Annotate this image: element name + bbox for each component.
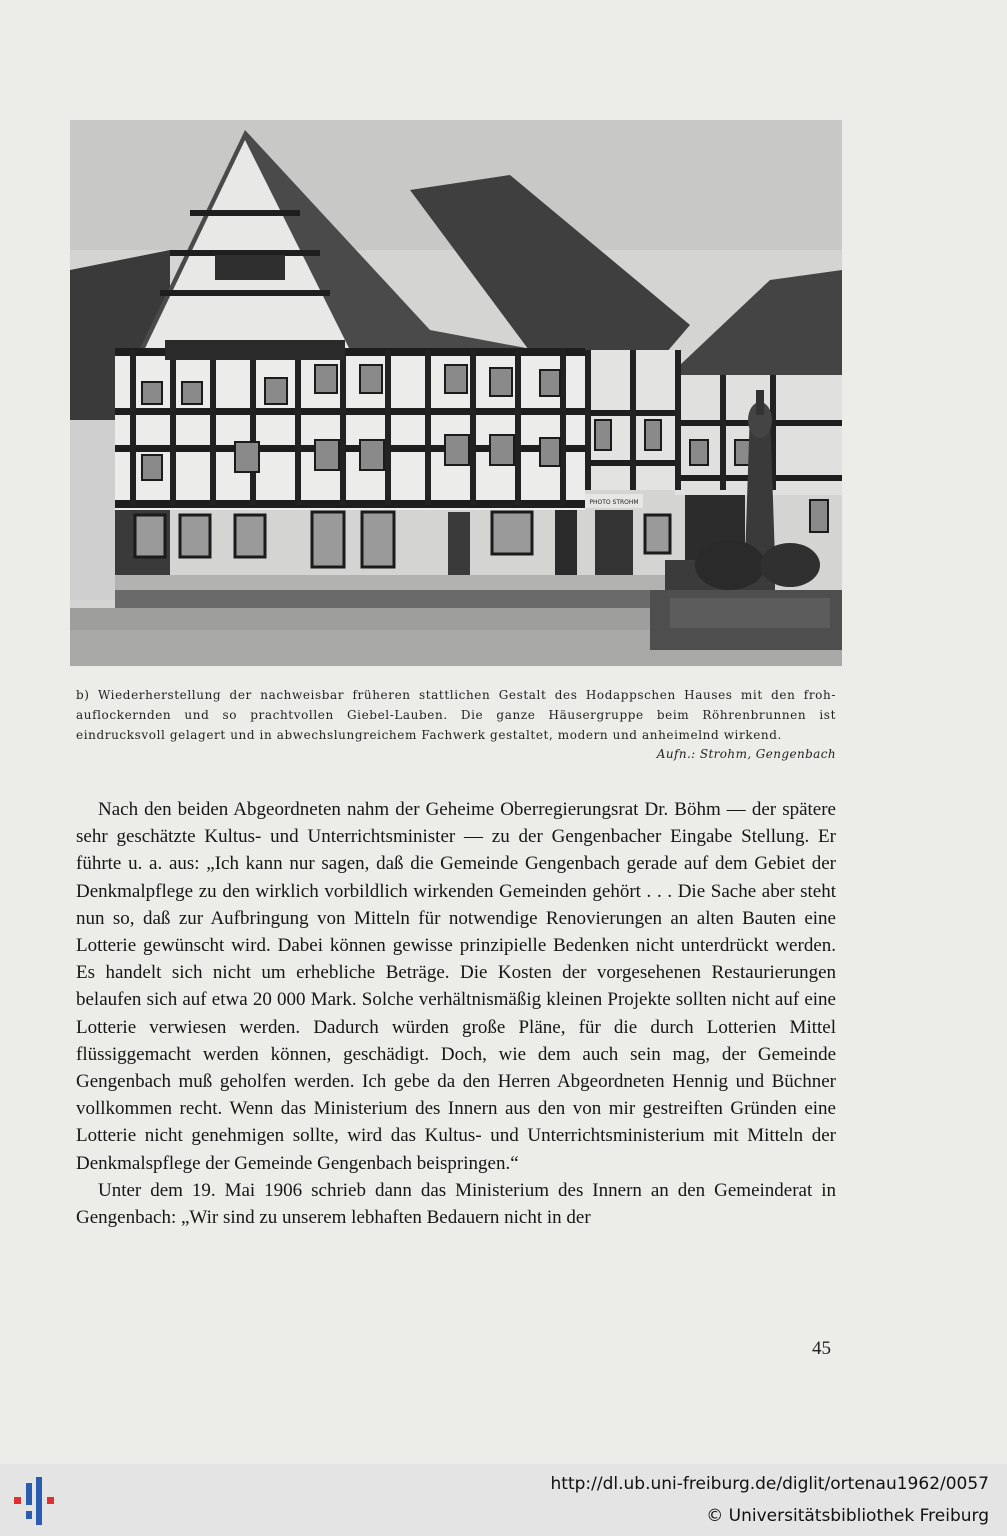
- library-footer: [0, 1464, 1007, 1536]
- half-timbered-houses-photo: [70, 120, 842, 666]
- permalink-url[interactable]: http://dl.ub.uni-freiburg.de/diglit/ortenau1962/0057: [550, 1474, 989, 1494]
- paragraph: Unter dem 19. Mai 1906 schrieb dann das Ministerium des Innern an den Gemeinderat in Gengenbach: „Wir sind zu unserem lebhaften Bedauern nicht in der: [76, 1179, 836, 1229]
- page-number: 45: [812, 1338, 831, 1359]
- photo-credit: Aufn.: Strohm, Gengenbach: [656, 747, 836, 761]
- copyright-notice: © Universitätsbibliothek Freiburg: [706, 1506, 989, 1526]
- shop-sign: PHOTO STROHM: [589, 499, 639, 506]
- body-text: [76, 796, 836, 1231]
- paragraph: Nach den beiden Abgeordneten nahm der Geheime Oberregierungsrat Dr. Böhm — der spätere sehr geschätzte Kultus- und Unterrichtsminister — zu der Gengenbacher Eingabe Stellung. Er führte u. a. aus: „Ich kann nur sagen, daß die Gemeinde Gengenbach gerade auf dem Gebiet der Denkmalpflege zu den wirklich vorbildlich wirkenden Gemeinden gehört . . . Die Sache aber steht nun so, daß zur Aufbringung von Mitteln für notwendige Renovierungen an alten Bauten eine Lotterie gewünscht wird. Dabei können gewisse prinzipielle Bedenken nicht unterdrückt werden. Es handelt sich nicht um erhebliche Beträge. Die Kosten der vorgesehenen Restaurierungen belaufen sich auf etwa 20 000 Mark. Solche verhältnismäßig kleinen Projekte sollten nicht auf eine Lotterie verwiesen werden. Dadurch würden große Pläne, für die durch Lotterien Mittel flüssiggemacht werden können, geschädigt. Doch, wie dem auch sein mag, der Gemeinde Gengenbach muß geholfen werden. Ich gebe da den Herren Abgeordneten Hennig und Büchner vollkommen recht. Wenn das Ministerium des Innern aus den von mir gestreiften Gründen eine Lotterie nicht genehmigen sollte, wird das Kultus- und Unterrichtsministerium mit Mitteln der Denkmalspflege der Gemeinde Gengenbach beispringen.“: [76, 799, 836, 1174]
- university-library-logo-icon: [12, 1475, 64, 1527]
- figure-caption: b) Wiederherstellung der nachweisbar früheren stattlichen Gestalt des Hodappschen Hauses mit den froh-auflockernden und so prachtvollen Giebel-Lauben. Die ganze Häusergruppe beim Röhrenbrunnen ist eindrucksvoll gelagert und in abwechslungreichem Fachwerk gestaltet, modern und anheimelnd wirkend.: [76, 688, 836, 742]
